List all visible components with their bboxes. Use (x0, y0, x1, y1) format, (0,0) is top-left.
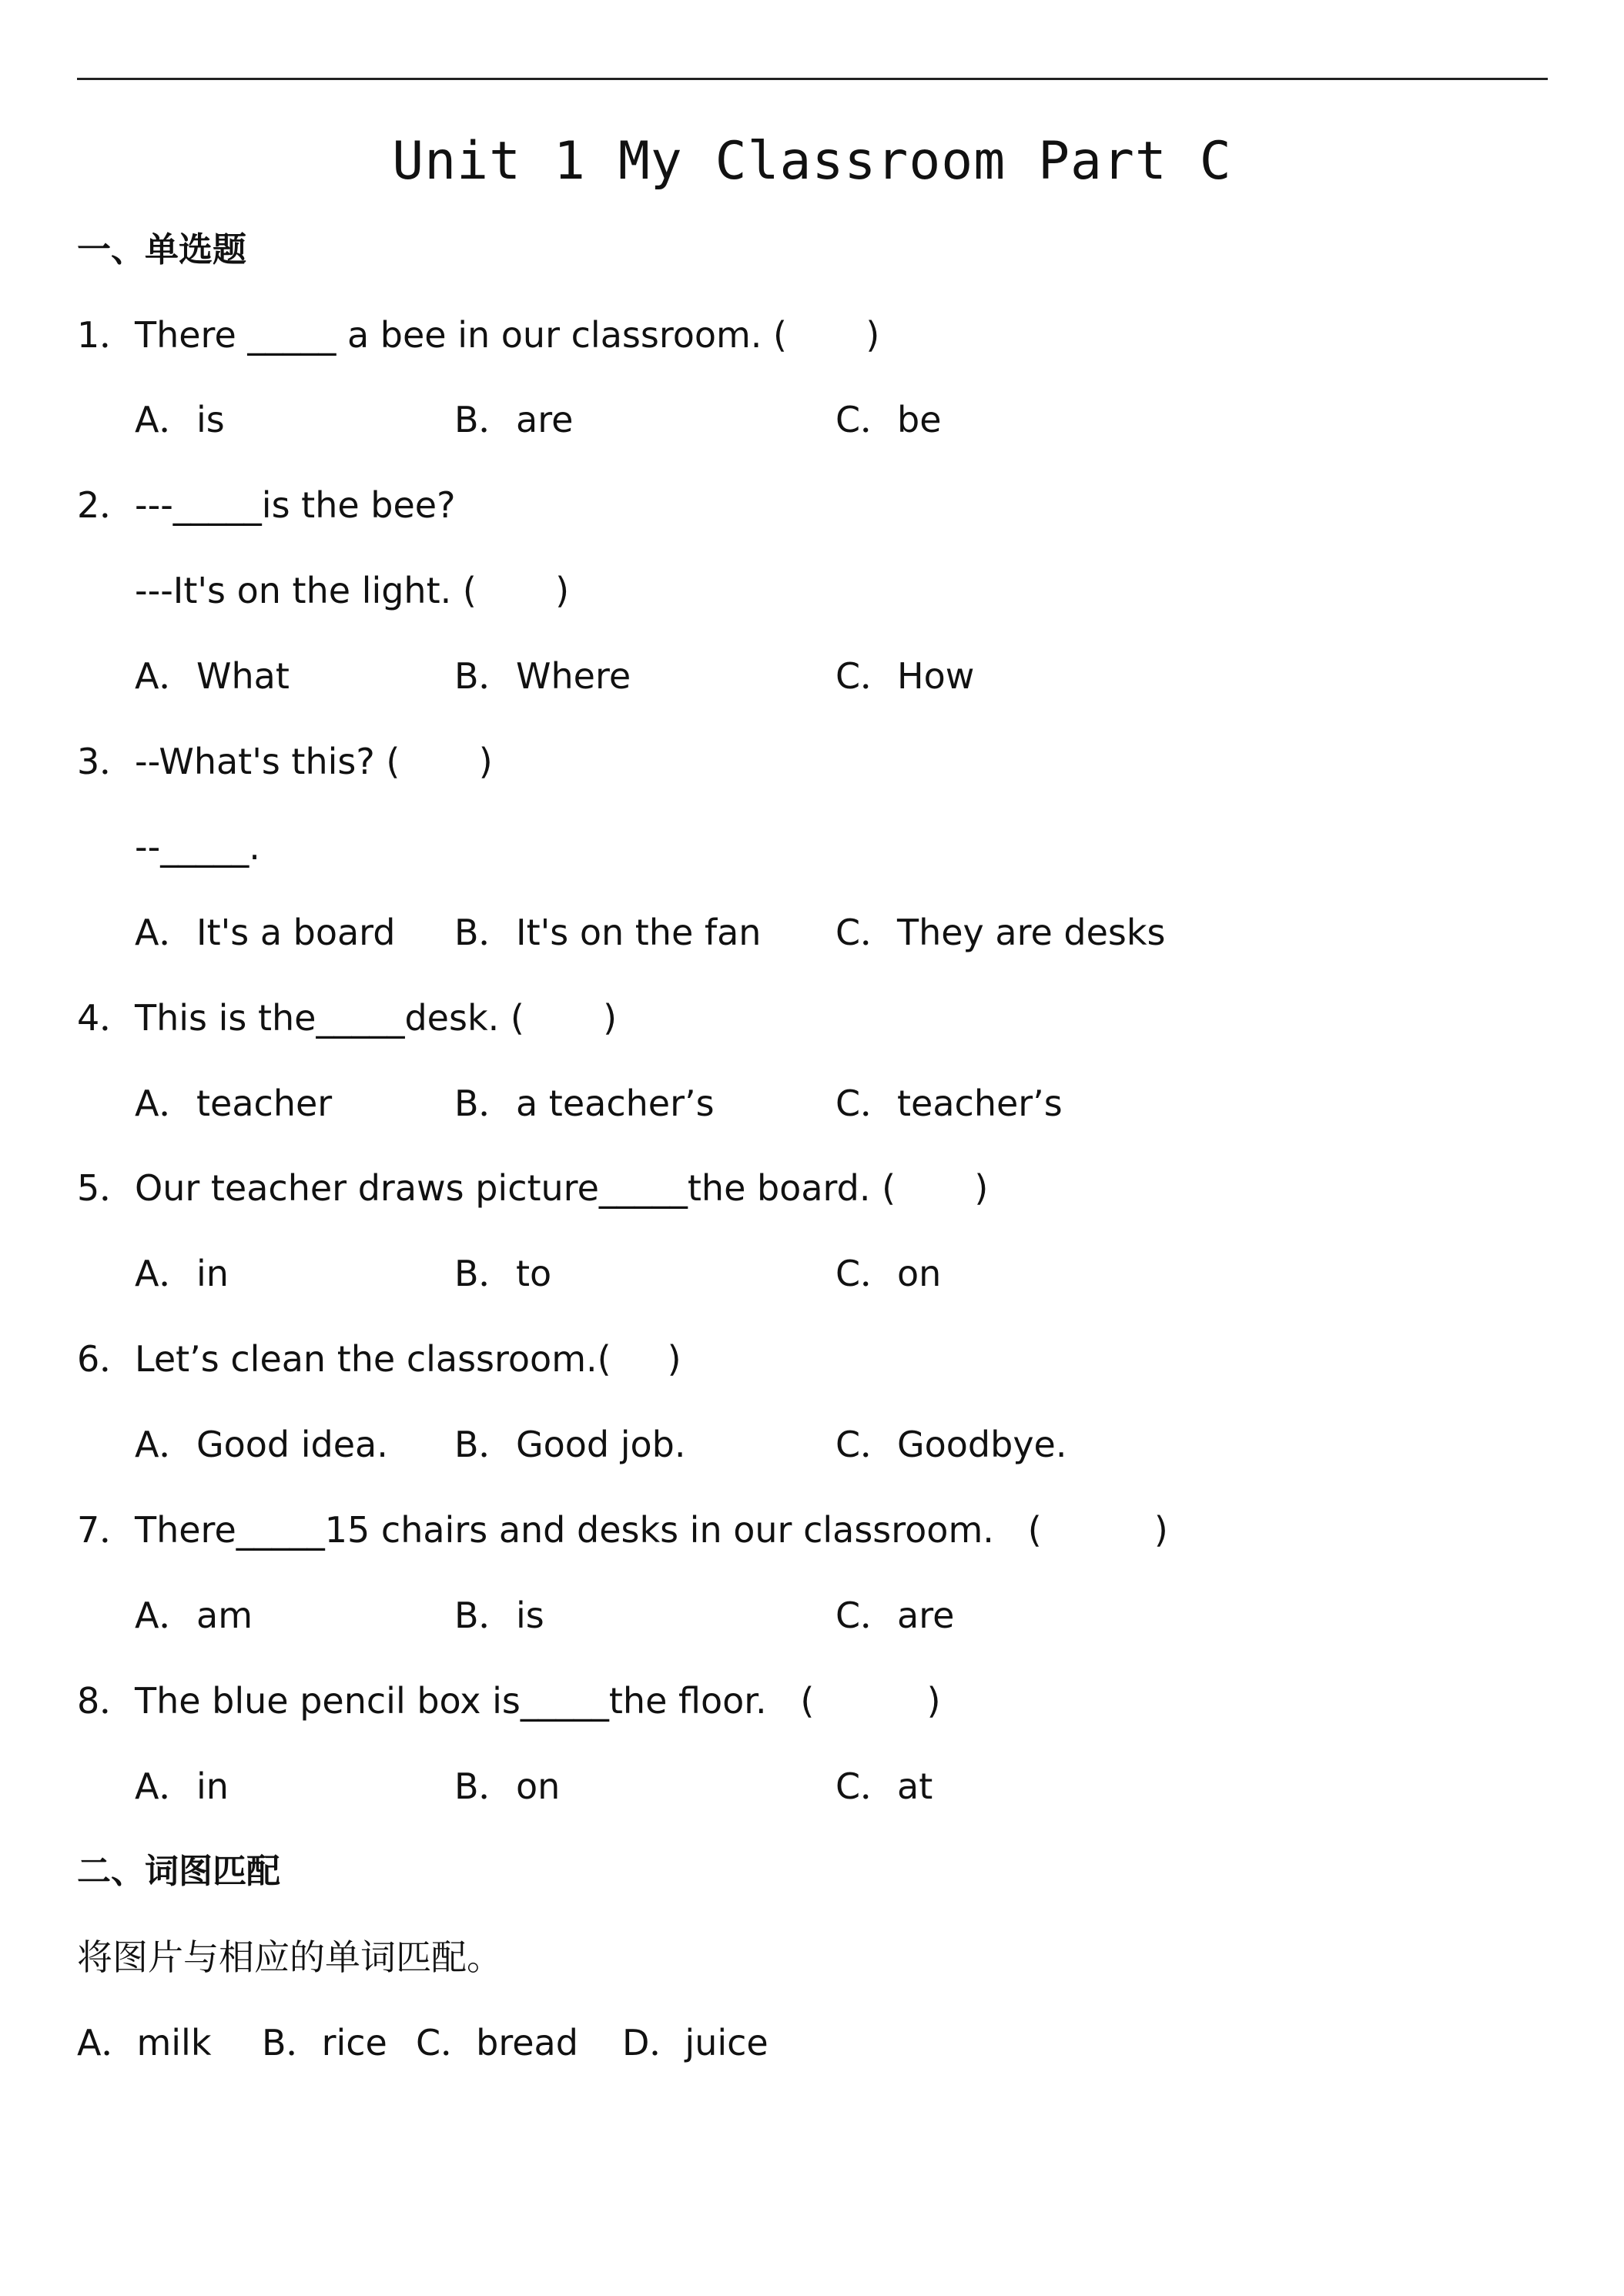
top-divider (77, 78, 1548, 80)
option-b[interactable] (454, 1759, 560, 1813)
word-option-b[interactable] (262, 2016, 387, 2070)
option-text: teacher’s (897, 1083, 1063, 1124)
question-number: 2． (77, 484, 136, 526)
option-text: be (897, 399, 942, 440)
option-c[interactable] (835, 649, 974, 703)
option-letter: B． (454, 655, 514, 697)
option-c[interactable] (835, 1417, 1066, 1471)
question-text: --What's this? ( ) (135, 741, 493, 782)
option-letter: A． (77, 2022, 137, 2063)
option-letter: A． (135, 912, 195, 953)
question-text: ---It's on the light. ( ) (135, 570, 570, 611)
option-letter: B． (454, 912, 514, 953)
option-letter: D． (622, 2022, 685, 2063)
option-text: juice (685, 2022, 768, 2063)
option-a[interactable] (135, 393, 225, 447)
option-b[interactable] (454, 905, 761, 959)
option-letter: C． (835, 912, 896, 953)
option-c[interactable] (835, 1076, 1063, 1130)
option-letter: B． (454, 1766, 514, 1807)
question-text: Let’s clean the classroom.( ) (135, 1338, 681, 1380)
word-option-d[interactable] (622, 2016, 768, 2070)
option-text: Good job. (516, 1424, 686, 1465)
option-a[interactable] (135, 905, 395, 959)
option-text: on (516, 1766, 561, 1807)
option-c[interactable] (835, 393, 942, 447)
option-c[interactable] (835, 1759, 933, 1813)
option-text: bread (476, 2022, 578, 2063)
option-letter: C． (835, 1595, 896, 1636)
option-b[interactable] (454, 1247, 551, 1300)
question-text: ---_____is the bee? (135, 484, 456, 526)
option-text: to (516, 1253, 552, 1294)
option-text: Where (516, 655, 631, 697)
option-text: are (516, 399, 574, 440)
option-text: Good idea. (196, 1424, 388, 1465)
option-text: How (897, 655, 975, 697)
option-b[interactable] (454, 393, 573, 447)
option-letter: C． (835, 1253, 896, 1294)
option-letter: C． (835, 655, 896, 697)
option-text: in (196, 1253, 229, 1294)
question-number: 6． (77, 1338, 136, 1380)
page-title: Unit 1 My Classroom Part C (392, 131, 1232, 192)
option-c[interactable] (835, 1588, 954, 1642)
option-letter: C． (835, 1766, 896, 1807)
question-number: 5． (77, 1167, 136, 1209)
option-text: is (516, 1595, 544, 1636)
option-text: It's on the fan (516, 912, 762, 953)
option-letter: B． (454, 1595, 514, 1636)
question-number: 8． (77, 1680, 136, 1722)
option-a[interactable] (135, 1588, 253, 1642)
question-number: 1． (77, 314, 136, 356)
option-letter: A． (135, 655, 195, 697)
option-a[interactable] (135, 1417, 388, 1471)
option-text: It's a board (196, 912, 396, 953)
option-text: am (196, 1595, 253, 1636)
question-text: There_____15 chairs and desks in our classroom. ( ) (135, 1509, 1168, 1551)
option-letter: A． (135, 399, 195, 440)
option-text: Goodbye. (897, 1424, 1067, 1465)
match-instruction: 将图片与相应的单词匹配。 (77, 1936, 502, 1978)
word-option-a[interactable] (77, 2016, 211, 2070)
option-a[interactable] (135, 649, 290, 703)
section-heading-single-choice: 一、单选题 (77, 230, 246, 269)
option-a[interactable] (135, 1076, 332, 1130)
option-text: teacher (196, 1083, 333, 1124)
question-text: This is the_____desk. ( ) (135, 997, 618, 1039)
option-a[interactable] (135, 1759, 229, 1813)
option-text: milk (136, 2022, 212, 2063)
question-number: 7． (77, 1509, 136, 1551)
option-text: on (897, 1253, 942, 1294)
option-text: rice (321, 2022, 387, 2063)
option-a[interactable] (135, 1247, 229, 1300)
question-number: 3． (77, 741, 136, 782)
question-text: --_____. (135, 826, 260, 868)
option-letter: C． (835, 399, 896, 440)
question-text: There _____ a bee in our classroom. ( ) (135, 314, 880, 356)
option-letter: A． (135, 1253, 195, 1294)
option-letter: B． (454, 1083, 514, 1124)
option-text: a teacher’s (516, 1083, 715, 1124)
option-text: in (196, 1766, 229, 1807)
question-text: Our teacher draws picture_____the board. ( ) (135, 1167, 989, 1209)
option-letter: A． (135, 1766, 195, 1807)
option-letter: C． (416, 2022, 477, 2063)
option-text: at (897, 1766, 933, 1807)
option-text: is (196, 399, 225, 440)
option-text: What (196, 655, 290, 697)
option-letter: B． (454, 1424, 514, 1465)
word-option-c[interactable] (416, 2016, 578, 2070)
option-b[interactable] (454, 1588, 544, 1642)
option-letter: B． (454, 1253, 514, 1294)
question-number: 4． (77, 997, 136, 1039)
option-letter: C． (835, 1083, 896, 1124)
option-c[interactable] (835, 905, 1165, 959)
option-letter: A． (135, 1595, 195, 1636)
option-letter: A． (135, 1083, 195, 1124)
option-letter: C． (835, 1424, 896, 1465)
option-c[interactable] (835, 1247, 941, 1300)
section-heading-word-picture-match: 二、词图匹配 (77, 1852, 280, 1891)
option-letter: B． (454, 399, 514, 440)
option-b[interactable] (454, 1417, 686, 1471)
option-text: They are desks (897, 912, 1166, 953)
option-text: are (897, 1595, 955, 1636)
question-text: The blue pencil box is_____the floor. ( ) (135, 1680, 941, 1722)
option-letter: A． (135, 1424, 195, 1465)
option-b[interactable] (454, 1076, 715, 1130)
option-letter: B． (262, 2022, 322, 2063)
option-b[interactable] (454, 649, 631, 703)
